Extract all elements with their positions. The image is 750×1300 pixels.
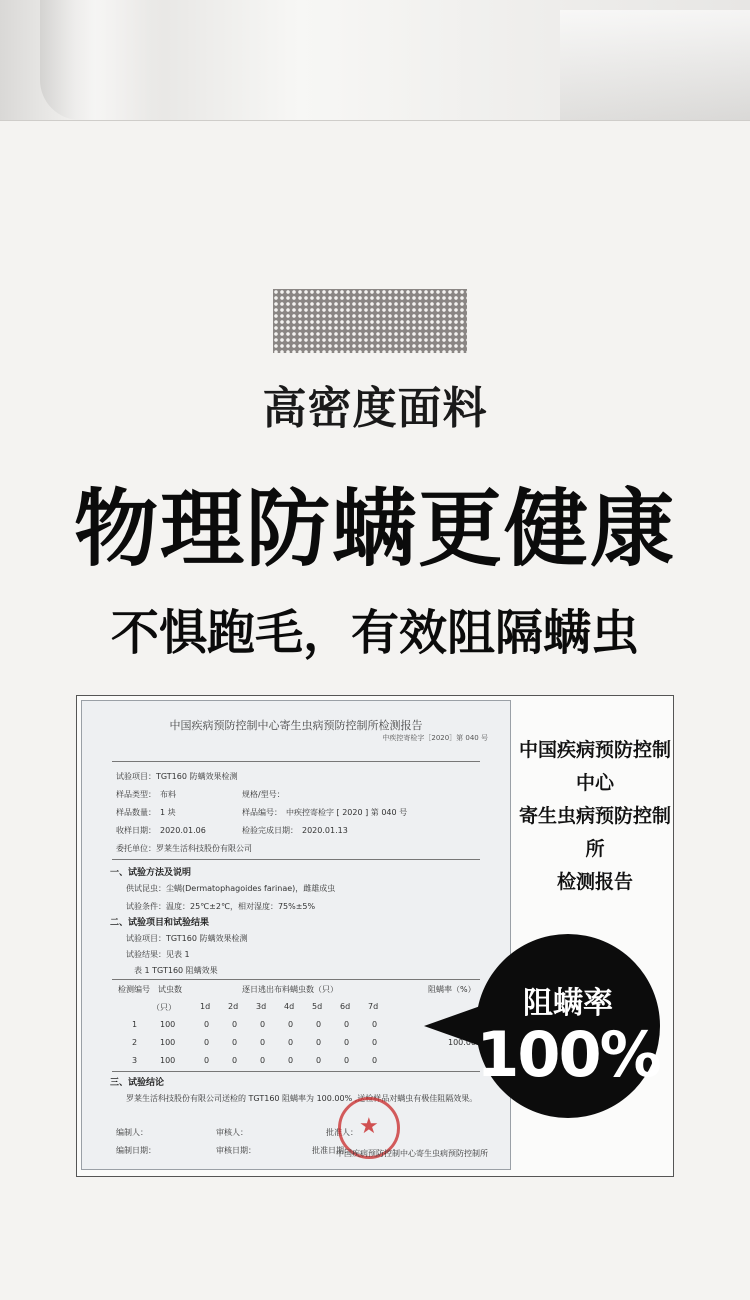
cell-day: 0: [372, 1038, 378, 1047]
cell-rate: 100.00: [448, 1038, 476, 1047]
col-header-id: 检测编号: [118, 985, 150, 994]
col-header-rate: 阻螨率（%）: [428, 985, 476, 994]
cell-count: 100: [160, 1020, 176, 1029]
col-header-unit: （只）: [152, 1003, 176, 1012]
report-number: 中疾控寄检字［2020］第 040 号: [382, 734, 488, 742]
table-rule: [112, 1071, 480, 1072]
date-reviewed: 审核日期：: [216, 1146, 256, 1155]
fabric-texture-swatch: [273, 289, 467, 353]
section-results: 二、试验项目和试验结果: [110, 918, 210, 928]
cell-day: 0: [316, 1020, 322, 1029]
report-title: 中国疾病预防控制中心寄生虫病预防控制所检测报告: [169, 719, 423, 732]
col-day: 5d: [312, 1002, 323, 1011]
cell-day: 0: [232, 1038, 238, 1047]
feature-tagline: 不惧跑毛，有效阻隔螨虫: [110, 605, 639, 661]
col-header-count: 试虫数: [158, 985, 182, 994]
field-sample-no: 样品编号： 中疾控寄检字 [ 2020 ] 第 040 号: [242, 808, 408, 817]
col-day: 2d: [228, 1002, 239, 1011]
field-test-item: 试验项目：TGT160 防螨效果检测: [116, 772, 238, 781]
sign-prepared: 编制人：: [116, 1128, 148, 1137]
fabric-fold-highlight: [560, 10, 750, 120]
side-title-line: 寄生虫病预防控制所: [518, 805, 671, 860]
cell-day: 0: [344, 1056, 350, 1065]
cell-day: 0: [344, 1038, 350, 1047]
section-method: 一、试验方法及说明: [110, 868, 192, 878]
cell-day: 0: [288, 1038, 294, 1047]
cell-count: 100: [160, 1056, 176, 1065]
cell-day: 0: [372, 1056, 378, 1065]
feature-headline: 物理防螨更健康: [73, 480, 676, 578]
fabric-fold-shadow: [40, 0, 150, 120]
field-sample-qty: 样品数量： 1 块: [116, 808, 176, 817]
col-day: 6d: [340, 1002, 351, 1011]
cell-day: 0: [260, 1038, 266, 1047]
table-header: [112, 981, 492, 999]
results-ref: 试验结果：见表 1: [126, 950, 190, 959]
side-title-line: 检测报告: [556, 871, 633, 893]
product-photo-banner: [0, 0, 750, 121]
table-row: [112, 1053, 492, 1071]
date-prepared: 编制日期：: [116, 1146, 156, 1155]
col-day: 4d: [284, 1002, 295, 1011]
report-footer: 中国疾病预防控制中心寄生虫病预防控制所: [336, 1149, 488, 1158]
sign-reviewed: 审核人：: [216, 1128, 248, 1137]
mite-rate-badge: [476, 934, 660, 1118]
cell-count: 100: [160, 1038, 176, 1047]
field-sample-type: 样品类型： 布料: [116, 790, 176, 799]
results-item: 试验项目：TGT160 防螨效果检测: [126, 934, 248, 943]
badge-value: 100%: [476, 1018, 660, 1091]
cell-day: 0: [204, 1056, 210, 1065]
cell-day: 0: [260, 1056, 266, 1065]
sign-approved: 批准人：: [326, 1128, 358, 1137]
cell-day: 0: [232, 1056, 238, 1065]
col-header-daily: 逐日逃出布料螨虫数（只）: [242, 985, 338, 994]
col-day: 7d: [368, 1002, 379, 1011]
cell-id: 3: [132, 1056, 138, 1065]
col-day: 3d: [256, 1002, 267, 1011]
col-day: 1d: [200, 1002, 211, 1011]
report-divider: [112, 859, 480, 860]
badge-label: 阻螨率: [523, 986, 613, 1021]
cell-day: 0: [204, 1020, 210, 1029]
field-client: 委托单位：罗莱生活科技股份有限公司: [116, 844, 252, 853]
cell-day: 0: [204, 1038, 210, 1047]
cell-day: 0: [316, 1038, 322, 1047]
field-received-date: 收样日期： 2020.01.06: [116, 826, 206, 835]
cell-day: 0: [372, 1020, 378, 1029]
table-rule: [112, 979, 480, 980]
field-spec: 规格/型号：: [242, 790, 285, 799]
cell-day: 0: [288, 1056, 294, 1065]
cell-id: 1: [132, 1020, 138, 1029]
table-caption: 表 1 TGT160 阻螨效果: [134, 966, 218, 975]
method-conditions: 试验条件：温度：25℃±2℃，相对湿度：75%±5%: [126, 902, 316, 911]
date-approved: 批准日期：: [312, 1146, 352, 1155]
cell-day: 0: [288, 1020, 294, 1029]
report-divider: [112, 761, 480, 762]
section-conclusion: 三、试验结论: [110, 1078, 165, 1088]
conclusion-text: 罗莱生活科技股份有限公司送检的 TGT160 阻螨率为 100.00% ,送检样品对螨虫有极佳阻隔效果。: [126, 1094, 478, 1103]
field-completed-date: 检验完成日期： 2020.01.13: [242, 826, 348, 835]
cell-day: 0: [344, 1020, 350, 1029]
cell-day: 0: [260, 1020, 266, 1029]
feature-subtitle: 高密度面料: [262, 383, 488, 434]
method-insect: 供试昆虫：尘螨(Dermatophagoides farinae)，雌雄成虫: [126, 884, 336, 893]
cell-day: 0: [316, 1056, 322, 1065]
test-report-document: [81, 700, 511, 1170]
cell-id: 2: [132, 1038, 138, 1047]
side-title-line: 中国疾病预防控制中心: [518, 739, 671, 794]
report-side-title: [515, 734, 675, 899]
cell-day: 0: [232, 1020, 238, 1029]
